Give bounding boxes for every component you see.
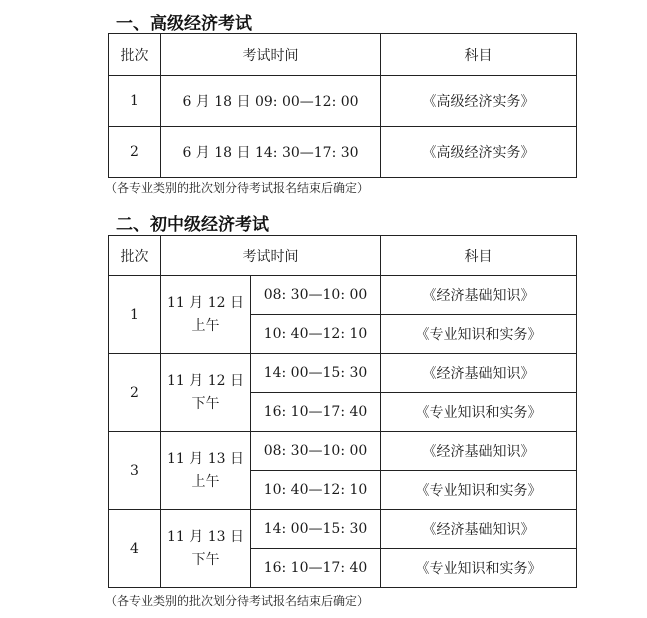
batch-number: 2: [109, 127, 161, 178]
exam-date: 11 月 13 日: [167, 450, 244, 467]
batch-note: （各专业类别的批次划分待考试报名结束后确定）: [105, 181, 370, 195]
section-title-senior-exam: 一、高级经济考试: [116, 14, 252, 34]
table-header-row: [109, 236, 577, 276]
subject: 《专业知识和实务》: [381, 549, 577, 588]
table-row: [109, 276, 577, 315]
table-row: [109, 127, 577, 178]
session-time: 08: 30—10: 00: [251, 432, 381, 471]
subject: 《高级经济实务》: [381, 76, 577, 127]
session-time: 16: 10—17: 40: [251, 549, 381, 588]
exam-date-cell: [161, 510, 251, 588]
exam-date-cell: [161, 276, 251, 354]
exam-date-cell: [161, 354, 251, 432]
exam-period: 下午: [191, 395, 220, 412]
exam-date: 11 月 12 日: [167, 294, 244, 311]
header-subject: 科目: [381, 236, 577, 276]
subject: 《经济基础知识》: [381, 510, 577, 549]
session-time: 10: 40—12: 10: [251, 315, 381, 354]
session-time: 16: 10—17: 40: [251, 393, 381, 432]
batch-number: 3: [109, 432, 161, 510]
table-row: [109, 76, 577, 127]
subject: 《专业知识和实务》: [381, 471, 577, 510]
table-header-row: [109, 34, 577, 76]
subject: 《经济基础知识》: [381, 354, 577, 393]
exam-period: 上午: [191, 317, 220, 334]
subject: 《高级经济实务》: [381, 127, 577, 178]
subject: 《专业知识和实务》: [381, 315, 577, 354]
session-time: 14: 00—15: 30: [251, 354, 381, 393]
session-time: 08: 30—10: 00: [251, 276, 381, 315]
exam-date: 11 月 13 日: [167, 528, 244, 545]
exam-period: 下午: [191, 551, 220, 568]
section-title-junior-intermediate-exam: 二、初中级经济考试: [116, 215, 269, 235]
batch-number: 2: [109, 354, 161, 432]
header-batch: 批次: [109, 236, 161, 276]
header-exam-time: 考试时间: [161, 236, 381, 276]
exam-time: 6 月 18 日 09: 00—12: 00: [161, 76, 381, 127]
subject: 《专业知识和实务》: [381, 393, 577, 432]
table-row: [109, 354, 577, 393]
table-row: [109, 510, 577, 549]
exam-time: 6 月 18 日 14: 30—17: 30: [161, 127, 381, 178]
exam-date-cell: [161, 432, 251, 510]
exam-period: 上午: [191, 473, 220, 490]
batch-number: 4: [109, 510, 161, 588]
batch-number: 1: [109, 276, 161, 354]
header-subject: 科目: [381, 34, 577, 76]
subject: 《经济基础知识》: [381, 432, 577, 471]
subject: 《经济基础知识》: [381, 276, 577, 315]
table-row: [109, 432, 577, 471]
junior-intermediate-exam-table: [108, 235, 577, 588]
session-time: 14: 00—15: 30: [251, 510, 381, 549]
batch-note: （各专业类别的批次划分待考试报名结束后确定）: [105, 594, 370, 608]
header-exam-time: 考试时间: [161, 34, 381, 76]
batch-number: 1: [109, 76, 161, 127]
session-time: 10: 40—12: 10: [251, 471, 381, 510]
exam-date: 11 月 12 日: [167, 372, 244, 389]
senior-exam-table: [108, 33, 577, 178]
header-batch: 批次: [109, 34, 161, 76]
